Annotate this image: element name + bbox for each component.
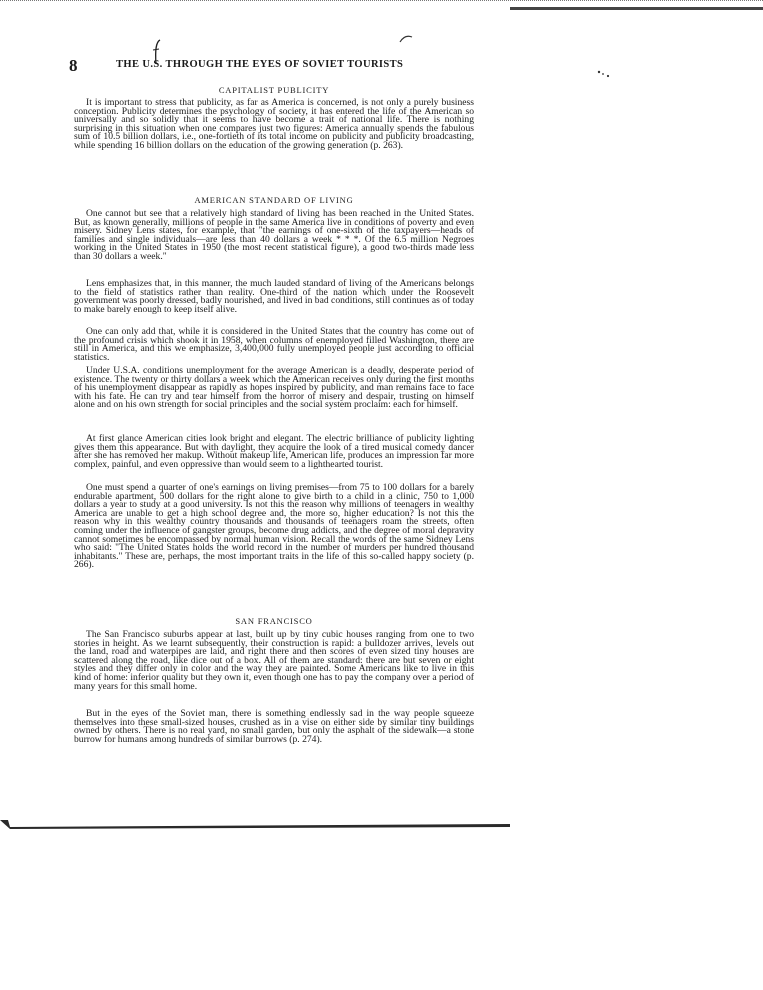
margin-mark (597, 70, 611, 78)
paragraph: One must spend a quarter of one's earnings on living premises—from 75 to 100 dollars for a barely endurable apartment, 500 dollars for the right alone to give birth to a child in a clinic, 750 to 1,000 dollars a year to study at a good university. Is not this the reason why millions of teenagers in wealthy America are unable to get a high school degree and, the more so, higher education? Is not this the reason why in this wealthy country thousands and thousands of teenagers roam the streets, often coming under the influence of gangster groups, become drug addicts, and the degree of moral depravity cannot sometimes be encompassed by normal human vision. Recall the words of the same Sidney Lens who said: "The United States holds the world record in the number of murders per hundred thousand inhabitants." These are, perhaps, the most important traits in the life of this so-called happy society (p. 266). (74, 482, 474, 571)
section-title-san-francisco: SAN FRANCISCO (235, 616, 313, 626)
section-title-american-standard-of-living: AMERICAN STANDARD OF LIVING (194, 195, 354, 205)
page-number: 8 (69, 56, 78, 75)
paragraph: One cannot but see that a relatively high standard of living has been reached in the United States. But, as known generally, millions of people in the same America live in conditions of poverty and even misery. Sidney Lens states, for example, that "the earnings of one-sixth of the taxpayers—heads of families and single individuals—are less than 40 dollars a week * * *. Of the 6.5 million Negroes working in the United States in 1950 (the most recent statistical figure), a good two-thirds made less than 30 dollars a week." (74, 208, 474, 262)
paragraph: Under U.S.A. conditions unemployment for the average American is a deadly, desperate period of existence. The twenty or thirty dollars a week which the American receives only during the first months of his unemployment disappear as rapidly as hopes inspired by publicity, and man remains face to face with his fate. He can try and tear himself from the horror of misery and despair, trusting on himself alone and on his own strength for social principles and the social system proclaim: each for himself. (74, 365, 474, 411)
running-head: THE U.S. THROUGH THE EYES OF SOVIET TOURISTS (116, 59, 404, 70)
pen-mark-right (398, 34, 414, 44)
paragraph: One can only add that, while it is considered in the United States that the country has come out of the profound crisis which shook it in 1958, when columns of enemployed filled Washington, there are still in America, and this we emphasize, 3,400,000 fully unemployed people just according to official statistics. (74, 326, 474, 363)
paragraph: But in the eyes of the Soviet man, there is something endlessly sad in the way people squeeze themselves into these small-sized houses, crushed as in a vise on either side by similar tiny buildings owned by others. There is no real yard, no small garden, but only the asphalt of the sidewalk—a stone burrow for humans among hundreds of similar burrows (p. 274). (74, 708, 474, 745)
paragraph: At first glance American cities look bright and elegant. The electric brilliance of publicity lighting gives them this appearance. But with daylight, they acquire the look of a tired musical comedy dancer after she has removed her makup. Without makeup life, American life, produces an impression far more complex, painful, and even oppressive than would seem to a lighthearted tourist. (74, 433, 474, 470)
paragraph: It is important to stress that publicity, as far as America is concerned, is not only a purely business conception. Publicity determines the psychology of society, it has entered the life of the American so universally and so solidly that it seems to have become a trait of national life. There is nothing surprising in this situation when one compares just two figures: America annually spends the fabulous sum of 10.5 billion dollars, i.e., one-fortieth of its total income on publicity and publicity broadcasting, while spending 16 billion dollars on the education of the growing generation (p. 263). (74, 97, 474, 151)
paragraph: The San Francisco suburbs appear at last, built up by tiny cubic houses ranging from one to two stories in height. As we learnt subsequently, their construction is rapid: a bulldozer arrives, levels out the land, road and waterpipes are laid, and right there and then scores of even sized tiny houses are scattered along the road, like dice out of a box. All of them are standard: there are but seven or eight styles and they differ only in color and the way they are painted. Some Americans like to live in this kind of home: inferior quality but they own it, even though one has to pay the company over a period of many years for this small home. (74, 629, 474, 692)
page-header (69, 57, 489, 77)
section-title-capitalist-publicity: CAPITALIST PUBLICITY (218, 85, 330, 95)
scan-edge-top-right (510, 7, 763, 10)
scan-edge-bottom (0, 817, 512, 831)
paragraph: Lens emphasizes that, in this manner, the much lauded standard of living of the Americans belongs to the field of statistics rather than reality. One-third of the nation which under the Roosevelt government was poorly dressed, badly nourished, and lived in bad conditions, still continues as of today to make barely enough to keep itself alive. (74, 278, 474, 315)
